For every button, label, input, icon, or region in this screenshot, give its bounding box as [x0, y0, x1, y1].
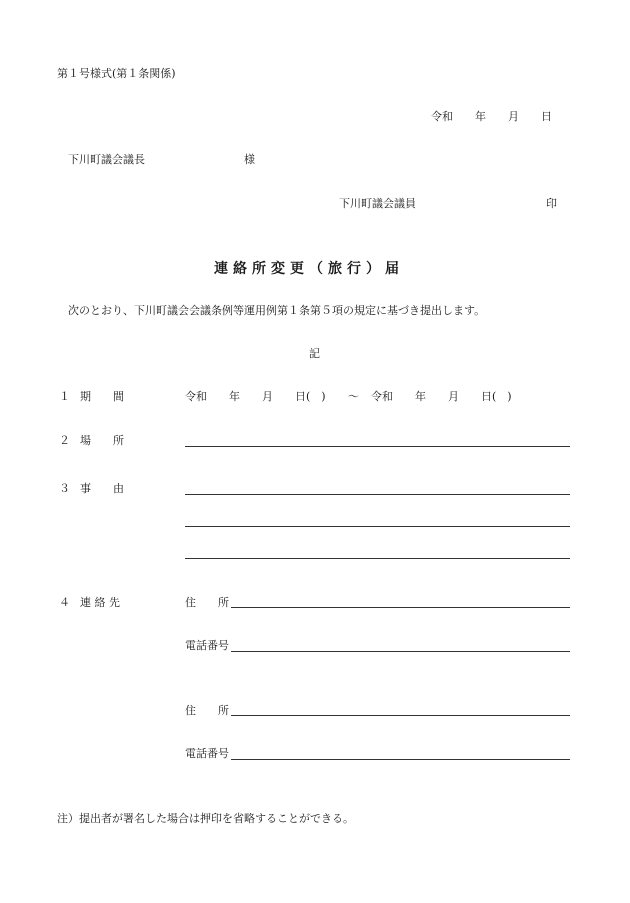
item-number: ４: [59, 596, 70, 609]
sender-title: 下川町議会議員: [339, 197, 416, 210]
footnote: 注）提出者が署名した場合は押印を省略することができる。: [57, 812, 354, 825]
period-start[interactable]: 令和 年 月 日( ): [185, 390, 326, 403]
reason-field-line-1[interactable]: [185, 494, 570, 495]
item-number: ２: [59, 434, 70, 447]
form-number: 第１号様式(第１条関係): [57, 67, 176, 80]
reason-field-line-3[interactable]: [185, 558, 570, 559]
place-label: 場 所: [80, 434, 124, 447]
address-field-1[interactable]: [231, 607, 570, 608]
reason-field-line-2[interactable]: [185, 526, 570, 527]
period-end[interactable]: 令和 年 月 日( ): [371, 390, 512, 403]
phone-field-1[interactable]: [231, 651, 570, 652]
ki-heading: 記: [309, 347, 320, 360]
contact-label: 連 絡 先: [80, 596, 120, 609]
seal-mark: 印: [546, 197, 557, 210]
item-number: １: [59, 390, 70, 403]
place-field[interactable]: [185, 446, 570, 447]
form-title: 連絡所変更（旅行）届: [214, 261, 404, 277]
phone-field-2[interactable]: [231, 759, 570, 760]
addressee: 下川町議会議長: [68, 153, 145, 166]
honorific: 様: [244, 153, 255, 166]
period-tilde: ～: [348, 390, 359, 403]
address-field-2[interactable]: [231, 715, 570, 716]
phone-label: 電話番号: [185, 639, 229, 652]
intro-text: 次のとおり、下川町議会会議条例等運用例第１条第５項の規定に基づき提出します。: [68, 304, 486, 317]
item-number: ３: [59, 482, 70, 495]
address-label: 住 所: [185, 596, 229, 609]
phone-label: 電話番号: [185, 747, 229, 760]
reason-label: 事 由: [80, 482, 124, 495]
period-label: 期 間: [80, 390, 124, 403]
address-label: 住 所: [185, 704, 229, 717]
submission-date: 令和 年 月 日: [431, 110, 552, 123]
